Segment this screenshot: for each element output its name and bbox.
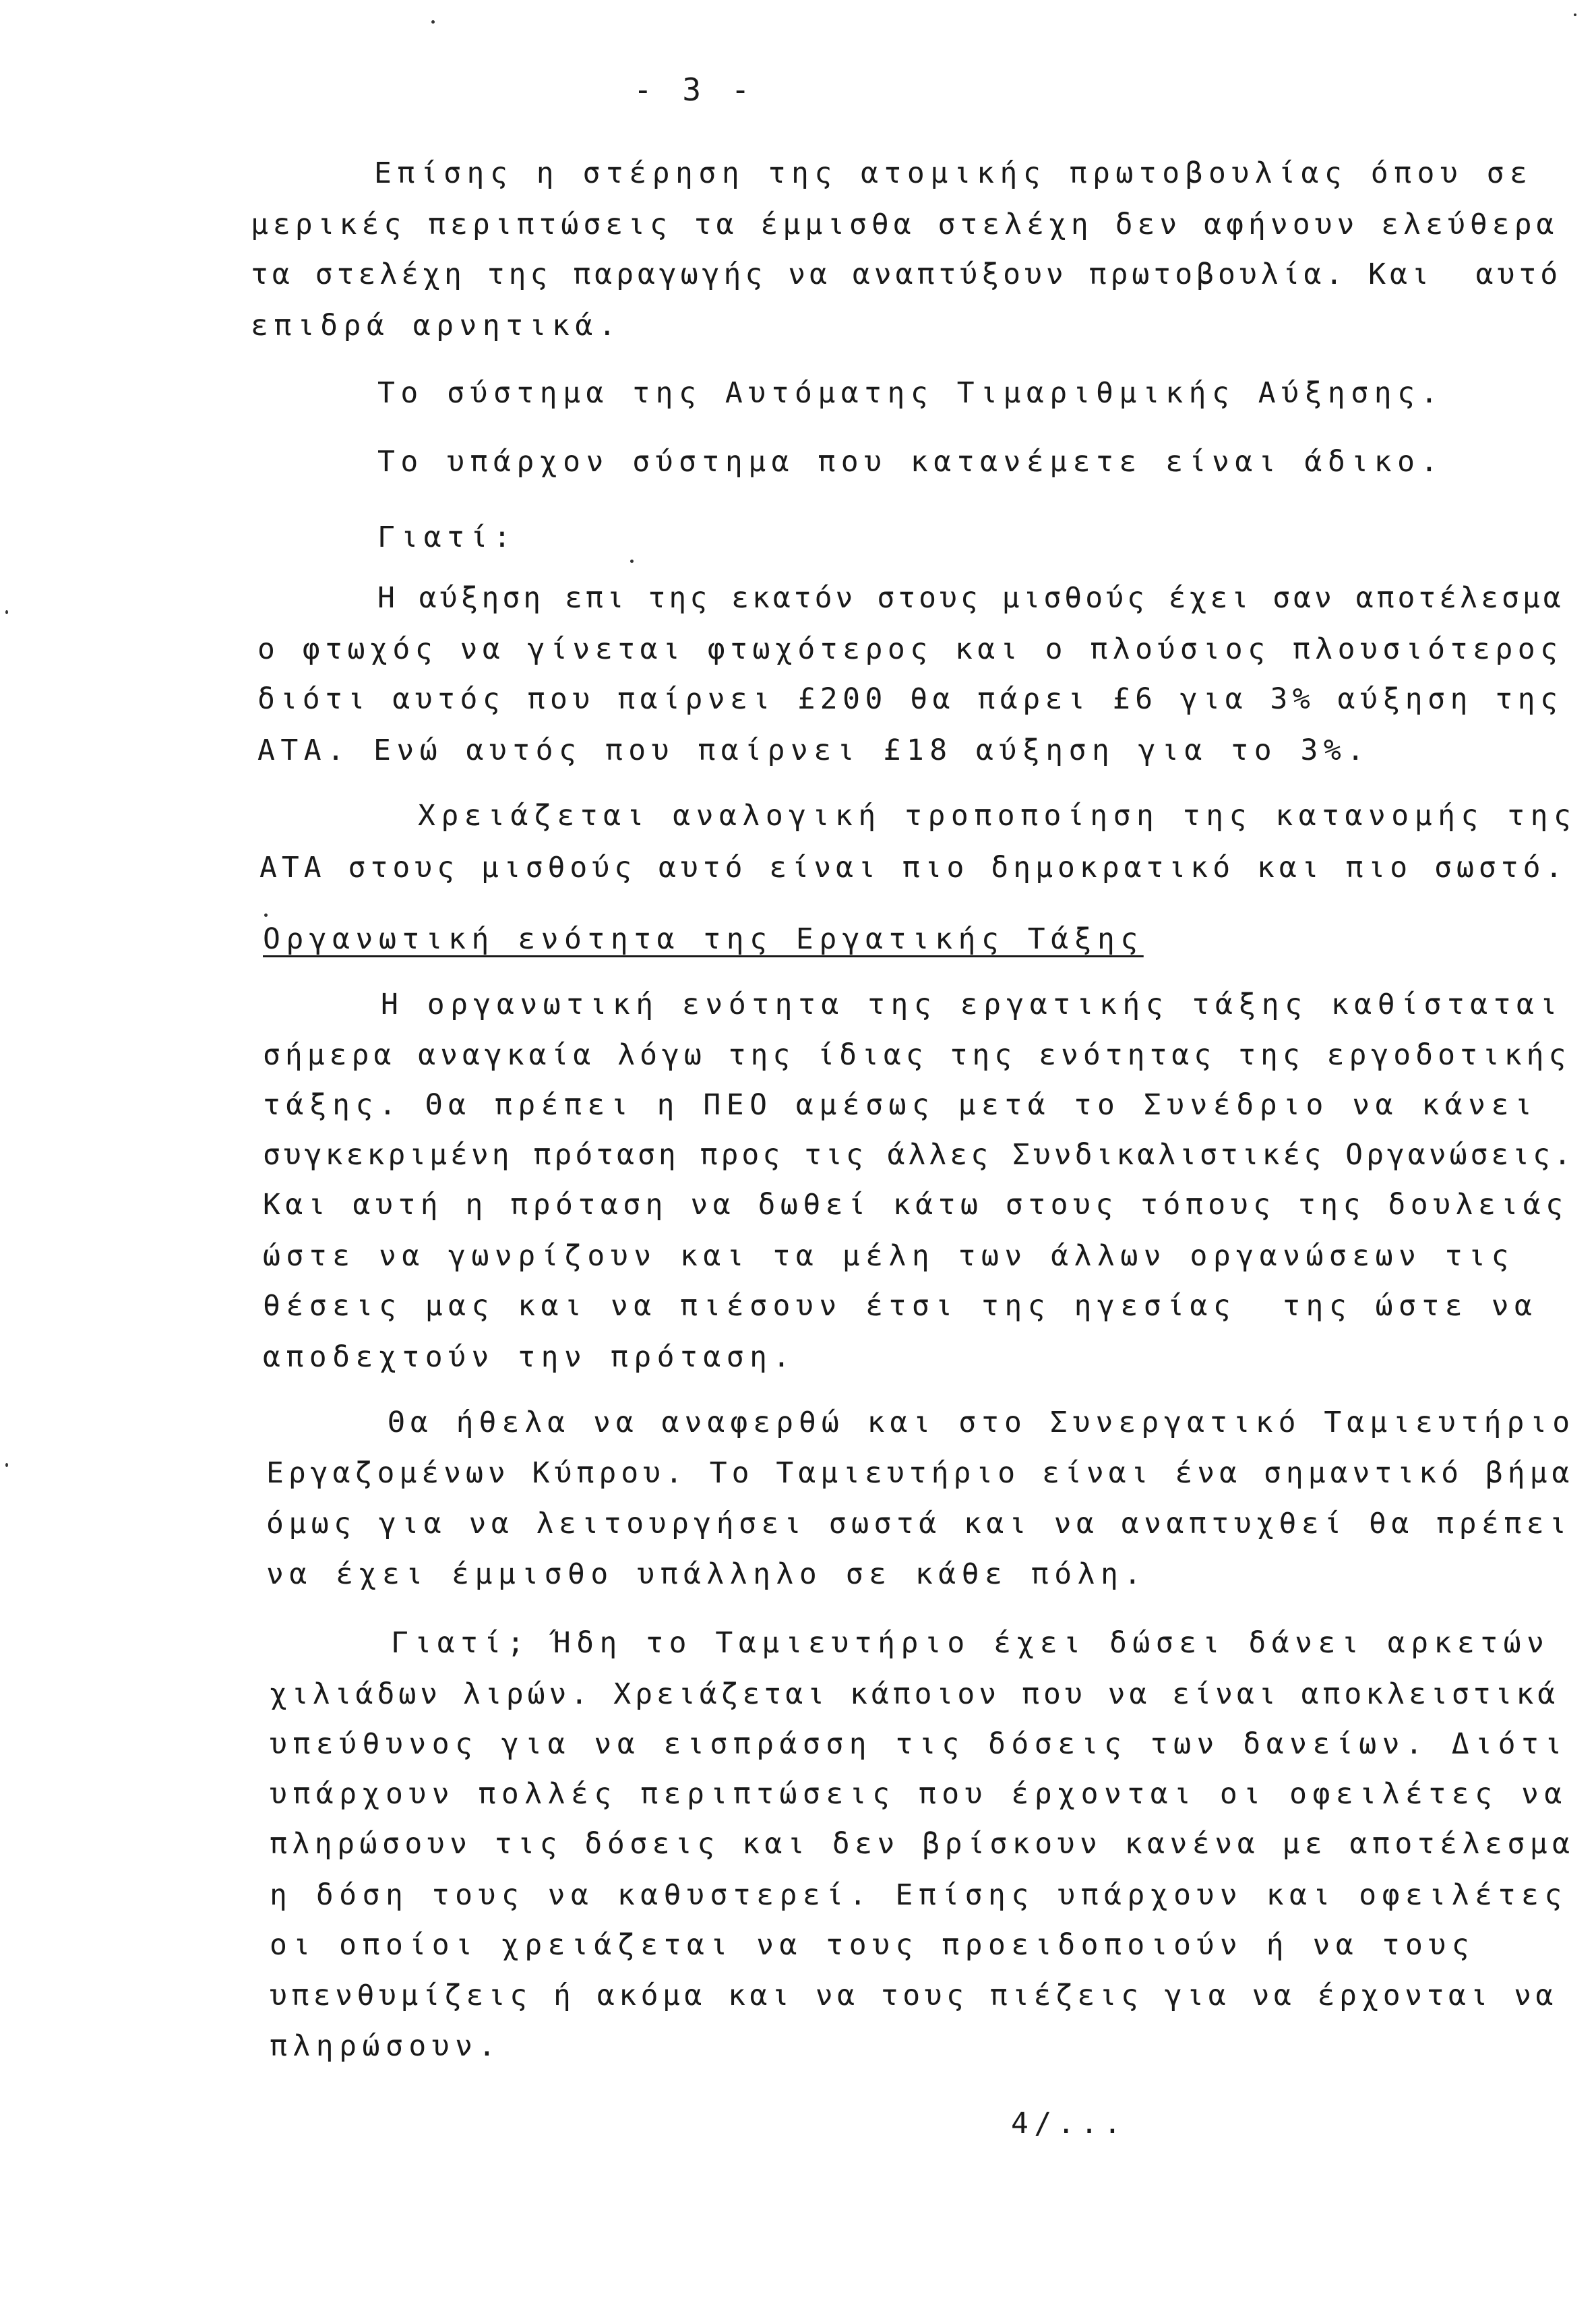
text-line: Γιατί; Ήδη το Ταμιευτήριο έχει δώσει δάνει αρκετών bbox=[391, 1626, 1550, 1660]
text-line: Και αυτή η πρόταση να δωθεί κάτω στους τόπους της δουλειάς bbox=[263, 1188, 1568, 1222]
text-line: Το υπάρχον σύστημα που κατανέμετε είναι άδικο. bbox=[377, 445, 1444, 479]
text-line: συγκεκριμένη πρόταση προς τις άλλες Συνδικαλιστικές Οργανώσεις. bbox=[263, 1138, 1574, 1172]
scan-speck bbox=[1574, 13, 1576, 16]
text-line: ΑΤΑ. Ενώ αυτός που παίρνει £18 αύξηση για το 3%. bbox=[257, 734, 1370, 767]
section-heading: Οργανωτική ενότητα της Εργατικής Τάξης bbox=[263, 922, 1144, 956]
text-line: υπενθυμίζεις ή ακόμα και να τους πιέζεις για να έρχονται να bbox=[270, 1979, 1558, 2012]
text-line: οι οποίοι χρειάζεται να τους προειδοποιούν ή να τους bbox=[270, 1928, 1475, 1962]
text-line: Εργαζομένων Κύπρου. Το Ταμιευτήριο είναι ένα σημαντικό βήμα bbox=[266, 1456, 1574, 1490]
text-line: η δόση τους να καθυστερεί. Επίσης υπάρχουν και οφειλέτες bbox=[270, 1878, 1568, 1912]
text-line: αποδεχτούν την πρόταση. bbox=[263, 1340, 796, 1374]
text-line: πληρώσουν τις δόσεις και δεν βρίσκουν κανένα με αποτέλεσμα bbox=[270, 1827, 1575, 1861]
continuation-marker: 4/... bbox=[1011, 2107, 1127, 2141]
text-line: Το σύστημα της Αυτόματης Τιμαριθμικής Αύξησης. bbox=[377, 376, 1444, 410]
text-line: ώστε να γωνρίζουν και τα μέλη των άλλων οργανώσεων τις bbox=[263, 1239, 1514, 1273]
text-line: Η αύξηση επι της εκατόν στους μισθούς έχει σαν αποτέλεσμα bbox=[377, 581, 1564, 615]
text-line: μερικές περιπτώσεις τα έμμισθα στελέχη δεν αφήνουν ελεύθερα bbox=[251, 208, 1559, 241]
text-line: Η οργανωτική ενότητα της εργατικής τάξης καθίσταται bbox=[381, 988, 1563, 1021]
scan-speck bbox=[431, 20, 435, 24]
page-number: - 3 - bbox=[634, 71, 756, 108]
text-line: ΑΤΑ στους μισθούς αυτό είναι πιο δημοκρατικό και πιο σωστό. bbox=[259, 851, 1568, 885]
text-line: διότι αυτός που παίρνει £200 θα πάρει £6 για 3% αύξηση της bbox=[257, 682, 1563, 716]
text-line: όμως για να λειτουργήσει σωστά και να αναπτυχθεί θα πρέπει bbox=[266, 1507, 1572, 1540]
text-line: τάξης. Θα πρέπει η ΠΕΟ αμέσως μετά το Συνέδριο να κάνει bbox=[263, 1088, 1538, 1122]
text-line: υπάρχουν πολλές περιπτώσεις που έρχονται οι οφειλέτες να bbox=[270, 1777, 1568, 1811]
text-line: θέσεις μας και να πιέσουν έτσι της ηγεσίας της ώστε να bbox=[263, 1289, 1538, 1323]
text-line: υπεύθυνος για να εισπράσση τις δόσεις των δανείων. Διότι bbox=[270, 1727, 1568, 1761]
scan-speck bbox=[630, 560, 634, 563]
text-line: να έχει έμμισθο υπάλληλο σε κάθε πόλη. bbox=[266, 1557, 1147, 1591]
scan-speck bbox=[5, 610, 8, 614]
text-line: Θα ήθελα να αναφερθώ και στο Συνεργατικό Ταμιευτήριο bbox=[388, 1406, 1576, 1439]
scan-speck bbox=[264, 914, 268, 917]
text-line: τα στελέχη της παραγωγής να αναπτύξουν πρωτοβουλία. Και αυτό bbox=[251, 258, 1562, 291]
text-line: χιλιάδων λιρών. Χρειάζεται κάποιον που να είναι αποκλειστικά bbox=[270, 1677, 1560, 1711]
text-line: Γιατί: bbox=[377, 520, 517, 554]
scan-speck bbox=[5, 1463, 8, 1467]
text-line: Επίσης η στέρηση της ατομικής πρωτοβουλίας όπου σε bbox=[374, 156, 1533, 190]
text-line: πληρώσουν. bbox=[270, 2029, 501, 2063]
text-line: Χρειάζεται αναλογική τροποποίηση της κατανομής της bbox=[418, 799, 1577, 833]
text-line: ο φτωχός να γίνεται φτωχότερος και ο πλούσιος πλουσιότερος bbox=[257, 632, 1563, 666]
text-line: επιδρά αρνητικά. bbox=[251, 309, 622, 342]
text-line: σήμερα αναγκαία λόγω της ίδιας της ενότητας της εργοδοτικής bbox=[263, 1038, 1571, 1072]
